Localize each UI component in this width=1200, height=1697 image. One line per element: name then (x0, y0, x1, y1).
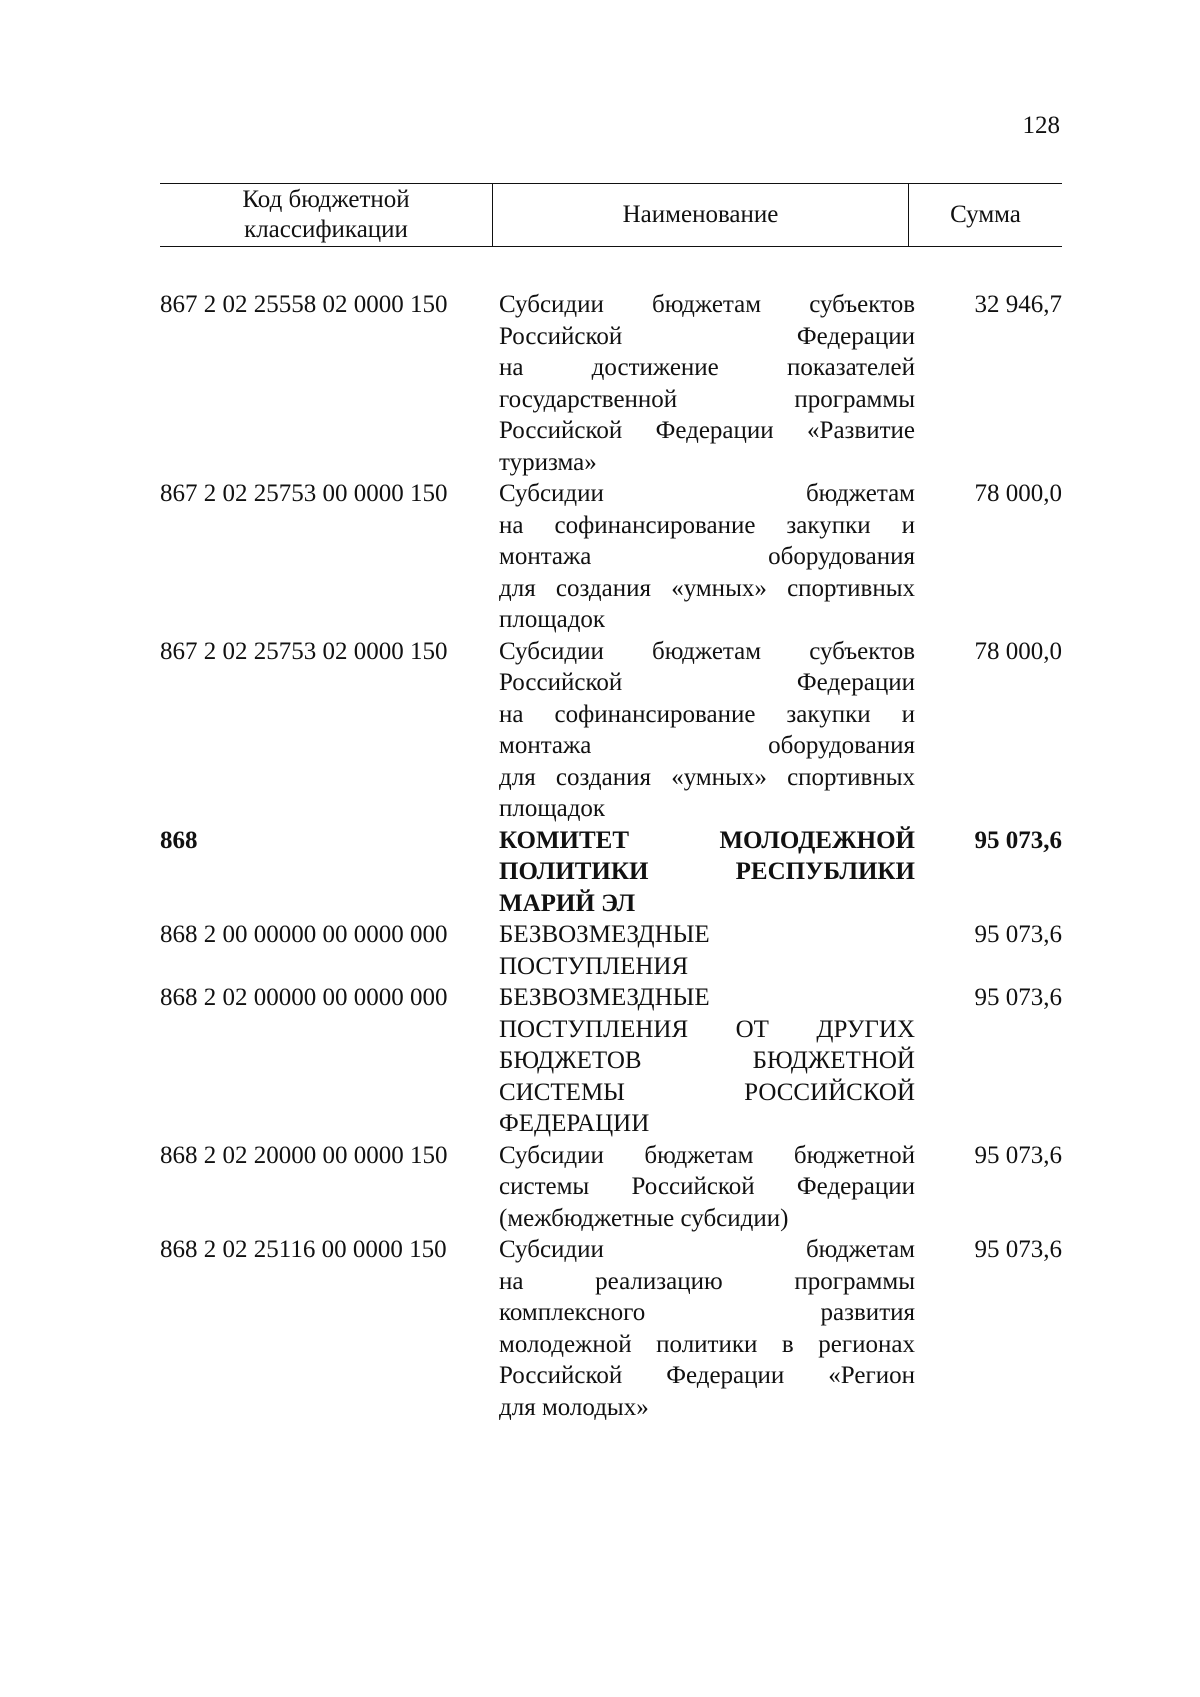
table-body (0, 289, 1200, 1423)
row-sum: 32 946,7 (974, 291, 1062, 318)
table-row (0, 1140, 1200, 1235)
row-name-line: молодежной политики в регионах (499, 1330, 915, 1358)
row-sum: 95 073,6 (974, 984, 1062, 1011)
row-name-line: на достижение показателей (499, 354, 915, 381)
row-name-line: ФЕДЕРАЦИИ (499, 1110, 650, 1137)
row-name-line: БЮДЖЕТОВ БЮДЖЕТНОЙ (499, 1047, 915, 1074)
row-code: 868 2 02 20000 00 0000 150 (160, 1141, 448, 1169)
header-name-column: Наименование (492, 184, 909, 246)
row-name-line: на софинансирование закупки и (499, 700, 915, 728)
row-name-line: Российской Федерации (499, 669, 915, 696)
row-name (499, 825, 915, 920)
row-name-line: Субсидии бюджетам субъектов (499, 291, 915, 318)
row-code: 868 2 00 00000 00 0000 000 (160, 921, 448, 948)
row-name-line: СИСТЕМЫ РОССИЙСКОЙ (499, 1078, 915, 1106)
row-name (499, 289, 915, 478)
row-name-line: Российской Федерации «Развитие (499, 417, 915, 444)
row-name-line: ПОСТУПЛЕНИЯ ОТ ДРУГИХ (499, 1015, 915, 1043)
row-code: 867 2 02 25753 00 0000 150 (160, 480, 448, 507)
row-name-line: для создания «умных» спортивных (499, 574, 915, 602)
row-name-line: Субсидии бюджетам субъектов (499, 637, 915, 665)
row-name (499, 636, 915, 825)
row-name-line: Российской Федерации (499, 322, 915, 350)
row-code: 868 2 02 25116 00 0000 150 (160, 1236, 447, 1263)
row-code: 867 2 02 25753 02 0000 150 (160, 637, 448, 665)
header-code-column (160, 184, 492, 246)
page-number: 128 (1022, 112, 1060, 139)
row-code: 867 2 02 25558 02 0000 150 (160, 291, 448, 318)
row-name-line: БЕЗВОЗМЕЗДНЫЕ (499, 921, 710, 948)
row-name-line: (межбюджетные субсидии) (499, 1204, 789, 1232)
row-name (499, 982, 915, 1140)
row-name-line: Субсидии бюджетам (499, 480, 915, 507)
header-sum-column: Сумма (950, 201, 1021, 228)
row-name-line: для молодых» (499, 1393, 649, 1421)
row-name-line: на реализацию программы (499, 1267, 915, 1295)
row-name-line: БЕЗВОЗМЕЗДНЫЕ (499, 984, 710, 1011)
row-sum: 95 073,6 (974, 1236, 1062, 1263)
row-sum: 95 073,6 (974, 921, 1062, 948)
table-row (0, 478, 1200, 636)
row-sum: 78 000,0 (974, 637, 1062, 665)
row-sum: 95 073,6 (974, 1141, 1062, 1169)
row-name-line: площадок (499, 606, 606, 633)
table-row (0, 982, 1200, 1140)
row-name (499, 919, 915, 982)
row-sum: 78 000,0 (974, 480, 1062, 507)
row-name-line: системы Российской Федерации (499, 1173, 915, 1200)
table-header (160, 183, 1062, 247)
row-name-line: для создания «умных» спортивных (499, 763, 915, 791)
row-name-line: на софинансирование закупки и (499, 511, 915, 539)
table-row (0, 919, 1200, 982)
table-row (0, 825, 1200, 920)
row-name-line: ПОЛИТИКИ РЕСПУБЛИКИ (499, 858, 915, 885)
row-name-line: монтажа оборудования (499, 732, 915, 759)
row-code: 868 (160, 826, 198, 854)
table-row (0, 1234, 1200, 1423)
row-name-line: Субсидии бюджетам (499, 1236, 915, 1263)
header-code-line1: Код бюджетной (242, 186, 410, 213)
row-sum: 95 073,6 (974, 826, 1062, 854)
row-name (499, 1234, 915, 1423)
row-name-line: монтажа оборудования (499, 543, 915, 570)
row-name (499, 478, 915, 636)
row-name-line: комплексного развития (499, 1299, 915, 1326)
row-name-line: МАРИЙ ЭЛ (499, 889, 636, 917)
row-name-line: КОМИТЕТ МОЛОДЕЖНОЙ (499, 826, 915, 854)
row-code: 868 2 02 00000 00 0000 000 (160, 984, 448, 1011)
table-row (0, 636, 1200, 825)
row-name-line: государственной программы (499, 385, 915, 413)
row-name-line: Субсидии бюджетам бюджетной (499, 1141, 915, 1169)
row-name-line: туризма» (499, 448, 597, 476)
header-code-line2: классификации (244, 216, 408, 243)
row-name-line: ПОСТУПЛЕНИЯ (499, 952, 689, 980)
row-name-line: площадок (499, 795, 606, 822)
row-name-line: Российской Федерации «Регион (499, 1362, 915, 1389)
table-row (0, 289, 1200, 478)
row-name (499, 1140, 915, 1235)
